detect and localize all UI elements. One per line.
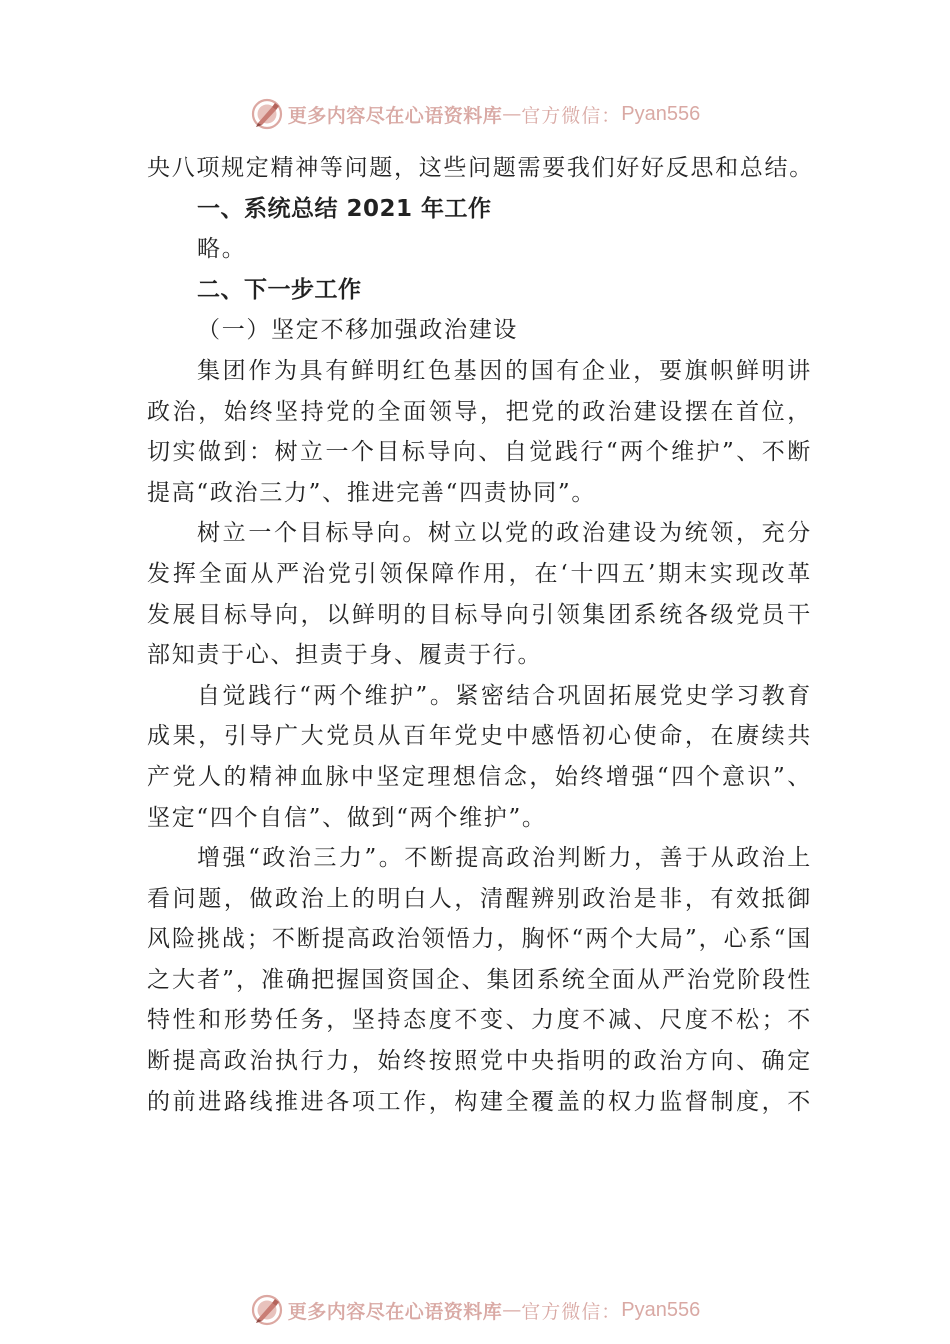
paragraph-line: 产党人的精神血脉中坚定理想信念，始终增强“四个意识”、 bbox=[147, 763, 812, 790]
paragraph-line: 集团作为具有鲜明红色基因的国有企业，要旗帜鲜明讲 bbox=[197, 357, 812, 384]
paragraph-line: 看问题，做政治上的明白人，清醒辨别政治是非，有效抵御 bbox=[147, 885, 812, 912]
paragraph-line: 树立一个目标导向。树立以党的政治建设为统领，充分 bbox=[197, 520, 812, 547]
paragraph-line: 部知责于心、担责于身、履责于行。 bbox=[147, 642, 543, 669]
document-body bbox=[147, 148, 812, 1122]
paragraph-two-safeguards bbox=[147, 676, 812, 838]
watermark-brand-text: 更多内容尽在心语资料库 bbox=[287, 104, 503, 127]
subsection-heading-1: （一）坚定不移加强政治建设 bbox=[197, 317, 519, 344]
watermark-brand-text: 更多内容尽在心语资料库 bbox=[287, 1300, 503, 1323]
paragraph-line: 提高“政治三力”、推进完善“四责协同”。 bbox=[147, 479, 597, 506]
paragraph-line: 政治，始终坚持党的全面领导，把党的政治建设摆在首位， bbox=[147, 398, 812, 425]
watermark-dash: — bbox=[502, 1299, 522, 1321]
paragraph-line: 的前进路线推进各项工作，构建全覆盖的权力监督制度，不 bbox=[147, 1088, 812, 1115]
paragraph-political-capabilities bbox=[147, 838, 812, 1122]
paragraph-line: 特性和形势任务，坚持态度不变、力度不减、尺度不松；不 bbox=[147, 1007, 812, 1034]
paragraph-line: 切实做到：树立一个目标导向、自觉践行“两个维护”、不断 bbox=[147, 439, 812, 466]
continuation-line: 央八项规定精神等问题，这些问题需要我们好好反思和总结。 bbox=[147, 155, 814, 181]
pen-nib-logo-icon bbox=[250, 97, 284, 131]
watermark-wechat-id: Pyan556 bbox=[621, 1298, 701, 1321]
paragraph-line: 坚定“四个自信”、做到“两个维护”。 bbox=[147, 804, 547, 831]
paragraph-line: 之大者”，准确把握国资国企、集团系统全面从严治党阶段性 bbox=[147, 966, 812, 993]
watermark-wechat-label: 官方微信： bbox=[521, 104, 622, 127]
watermark-wechat-id: Pyan556 bbox=[621, 102, 701, 125]
paragraph-line: 发挥全面从严治党引领保障作用，在‘十四五’期末实现改革 bbox=[147, 560, 812, 587]
pen-nib-logo-icon bbox=[250, 1293, 284, 1327]
section-1-body: 略。 bbox=[197, 236, 247, 263]
section-heading-1: 一、系统总结 2021 年工作 bbox=[197, 195, 492, 222]
paragraph-line: 风险挑战；不断提高政治领悟力，胸怀“两个大局”，心系“国 bbox=[147, 926, 812, 953]
paragraph-line: 增强“政治三力”。不断提高政治判断力，善于从政治上 bbox=[197, 845, 812, 872]
paragraph-line: 断提高政治执行力，始终按照党中央指明的政治方向、确定 bbox=[147, 1048, 812, 1075]
section-heading-2: 二、下一步工作 bbox=[197, 276, 362, 303]
watermark-banner-bottom bbox=[0, 1290, 950, 1330]
watermark-dash: — bbox=[502, 103, 522, 125]
paragraph-goal-orientation bbox=[147, 513, 812, 675]
watermark-wechat-label: 官方微信： bbox=[521, 1300, 622, 1323]
paragraph-line: 自觉践行“两个维护”。紧密结合巩固拓展党史学习教育 bbox=[197, 682, 812, 709]
paragraph-line: 发展目标导向，以鲜明的目标导向引领集团系统各级党员干 bbox=[147, 601, 812, 628]
watermark-banner-top bbox=[0, 94, 950, 134]
paragraph-line: 成果，引导广大党员从百年党史中感悟初心使命，在赓续共 bbox=[147, 723, 812, 750]
paragraph-political-leadership bbox=[147, 351, 812, 513]
